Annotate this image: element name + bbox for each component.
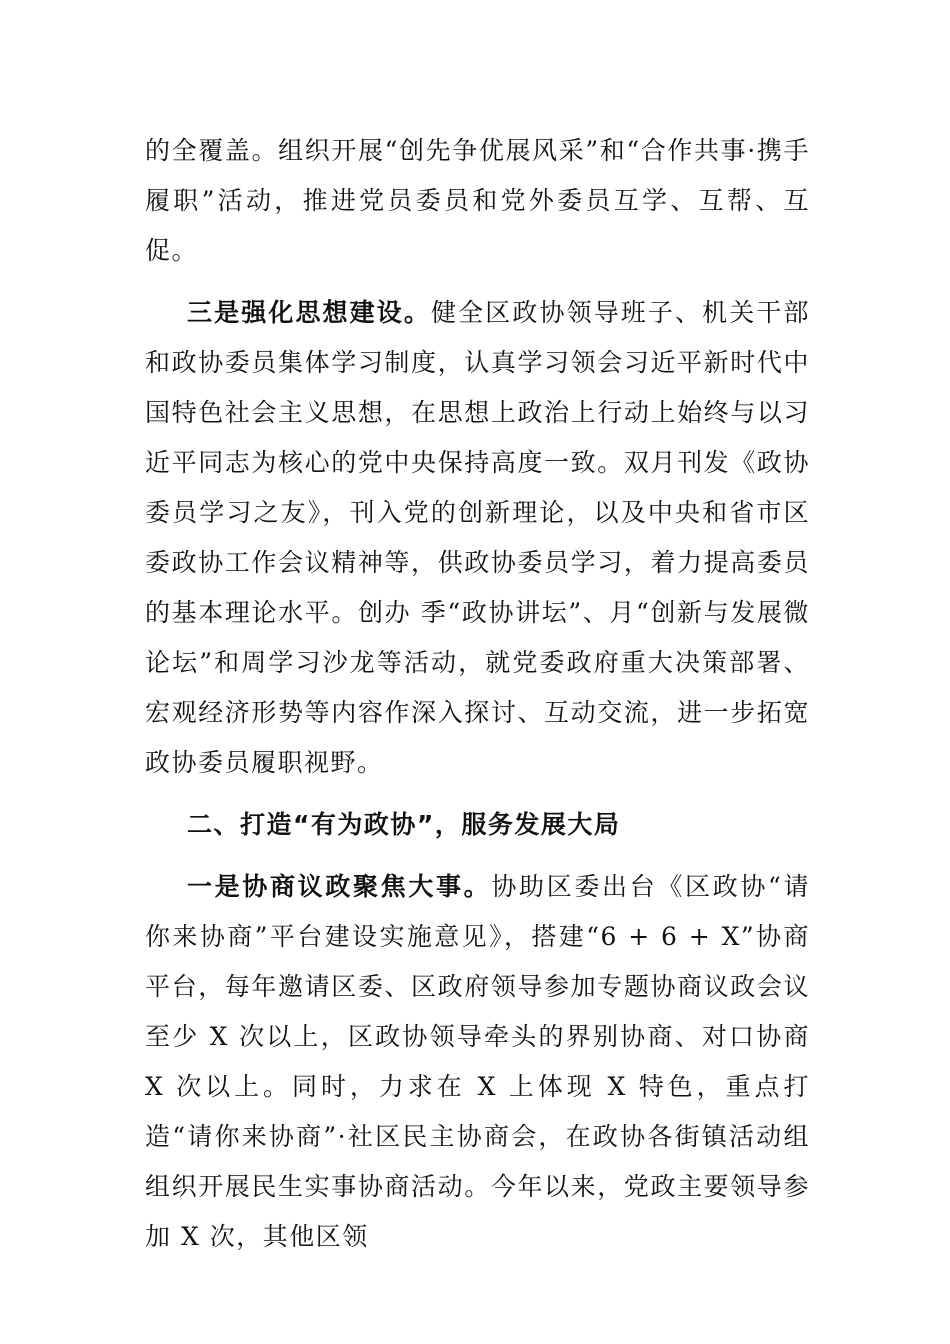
section-heading: 二、打造“有为政协”，服务发展大局 bbox=[187, 810, 621, 839]
paragraph-consultation bbox=[145, 862, 810, 1262]
paragraph-text: 健全区政协领导班子、机关干部和政协委员集体学习制度，认真学习领会习近平新时代中国特色社会主义思想，在思想上政治上行动上始终与以习近平同志为核心的党中央保持高度一致。双月刊发《政协委员学习之友》，刊入党的创新理论，以及中央和省市区委政协工作会议精神等，供政协委员学习，着力提高委员的基本理论水平。创办 季“政协讲坛”、月“创新与发展微论坛”和周学习沙龙等活动，就党委政府重大决策部署、宏观经济形势等内容作深入探讨、互动交流，进一步拓宽政协委员履职视野。 bbox=[145, 298, 810, 777]
paragraph-lead: 三是强化思想建设。 bbox=[187, 298, 432, 327]
document-body bbox=[145, 126, 810, 1274]
paragraph-ideology-building bbox=[145, 288, 810, 788]
paragraph-text: 协助区委出台《区政协“请你来协商”平台建设实施意见》，搭建“6 + 6 + X”协商平台，每年邀请区委、区政府领导参加专题协商议政会议至少 X 次以上，区政协领导牵头的界别协商、对口协商 X 次以上。同时，力求在 X 上体现 X 特色，重点打造“请你来协商”·社区民主协商会，在政协各街镇活动组组织开展民生实事协商活动。今年以来，党政主要领导参加 X 次，其他区领 bbox=[145, 872, 810, 1251]
paragraph-lead: 一是协商议政聚焦大事。 bbox=[187, 872, 492, 901]
paragraph-text: 的全覆盖。组织开展“创先争优展风采”和“合作共事·携手履职”活动，推进党员委员和党外委员互学、互帮、互促。 bbox=[145, 136, 810, 265]
paragraph-continuation bbox=[145, 126, 810, 276]
